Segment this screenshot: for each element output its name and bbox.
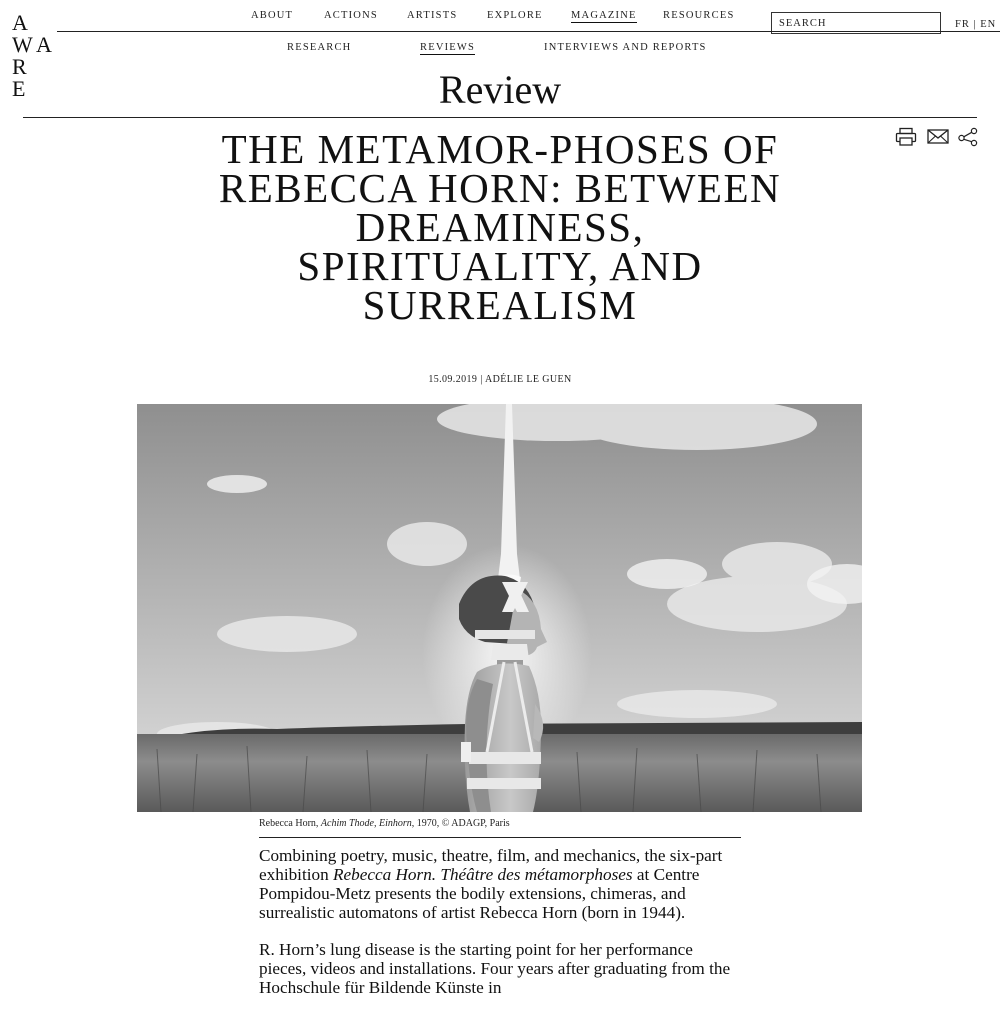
article-date: 15.09.2019 [428,374,478,385]
paragraph-intro [259,846,743,922]
nav-divider [57,31,1000,32]
meta-separator: | [477,374,485,385]
logo-letter: E [12,76,26,101]
logo-letter: W [12,32,33,57]
header-divider [23,117,977,118]
nav-item-about[interactable]: ABOUT [251,10,294,21]
paragraph-text: Combining poetry, music, theatre, film, and mechanics, the six-part exhibition [259,846,723,884]
print-icon[interactable] [895,127,917,147]
caption-divider [259,837,741,838]
lang-fr-link[interactable]: FR [955,19,970,30]
hero-photo [137,404,862,812]
section-title: Review [438,67,562,112]
article-body [259,846,743,1015]
nav-item-actions[interactable]: ACTIONS [324,10,378,21]
nav-item-resources[interactable]: RESOURCES [663,10,735,21]
logo-letter: R [12,54,27,79]
mail-icon[interactable] [927,127,949,147]
language-switcher [955,19,996,30]
share-tools [895,127,980,149]
subnav-item-research[interactable]: RESEARCH [287,42,352,53]
article-meta [0,374,1000,385]
main-nav [0,8,1000,35]
lang-en-link[interactable]: EN [980,19,997,30]
paragraph-text: at Centre Pompidou-Metz presents the bodily extensions, chimeras, and surrealistic automatons of artist Rebecca Horn (born in 1944). [259,865,700,922]
nav-item-magazine[interactable]: MAGAZINE [571,10,637,21]
lang-separator: | [969,19,981,30]
logo-letter: A [12,10,28,35]
subnav-item-interviews[interactable]: INTERVIEWS AND REPORTS [544,42,707,53]
exhibition-title: Rebecca Horn. Théâtre des métamorphoses [333,865,633,884]
share-icon[interactable] [957,127,979,147]
nav-item-artists[interactable]: ARTISTS [407,10,458,21]
logo-letter: A [36,32,52,57]
caption-details: , 1970, © ADAGP, Paris [411,818,510,829]
article-author-link[interactable]: ADÉLIE LE GUEN [484,374,572,385]
caption-work-title: Achim Thode, Einhorn [320,818,412,829]
paragraph: R. Horn’s lung disease is the starting point for her performance pieces, videos and installations. Four years after graduating from the Hochschule für Bildende Künste in [259,940,731,997]
article-title: THE METAMOR-PHOSES OF REBECCA HORN: BETWEEN DREAMINESS, SPIRITUALITY, AND SURREALISM [218,126,782,328]
caption-artist: Rebecca Horn, [259,818,321,829]
subnav-item-reviews[interactable]: REVIEWS [420,42,476,53]
nav-item-explore[interactable]: EXPLORE [487,10,543,21]
hero-caption [259,818,741,829]
